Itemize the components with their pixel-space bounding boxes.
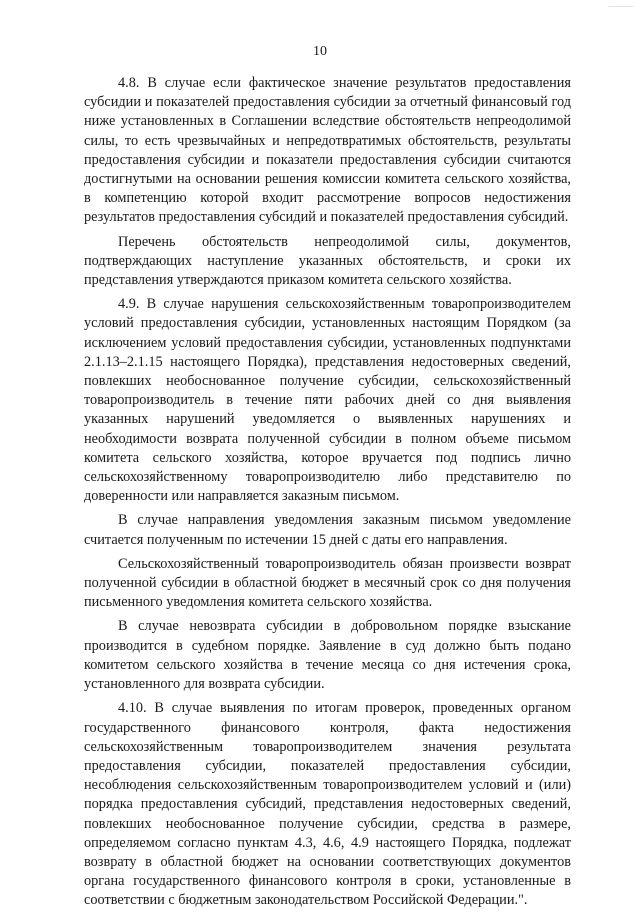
paragraph-court-recovery: В случае невозврата субсидии в добровольном порядке взыскание производится в судебном порядке. Заявление в суд должно быть подано комитетом сельского хозяйства в течение месяца со дня истечения срока, установленного для возврата субсидии. <box>84 618 571 693</box>
paragraph-4-9: 4.9. В случае нарушения сельскохозяйственным товаропроизводителем условий предоставления субсидии, установленных настоящим Порядком (за исключением условий предоставления субсидии, установленных подпунктами 2.1.13–2.1.15 настоящего Порядка), представления недостоверных сведений, повлекших необоснованное получение субсидии, сельскохозяйственный товаропроизводитель в течение пяти рабочих дней со дня выявления указанных нарушений уведомляется о выявленных нарушениях и необходимости возврата полученной субсидии в полном объеме письмом комитета сельского хозяйства, которое вручается под подпись лично сельскохозяйственному товаропроизводителю либо представителю по доверенности или направляется заказным письмом. <box>84 296 571 505</box>
document-body <box>84 74 571 916</box>
paragraph-force-majeure-list: Перечень обстоятельств непреодолимой силы, документов, подтверждающих наступление указанных обстоятельств, и сроки их представления утверждаются приказом комитета сельского хозяйства. <box>84 233 571 289</box>
corner-scan-mark: ———— <box>608 4 634 10</box>
paragraph-4-10: 4.10. В случае выявления по итогам проверок, проведенных органом государственного финансового контроля, факта недостижения сельскохозяйственным товаропроизводителем значения результата предоставления субсидии, показателей предоставления субсидии, несоблюдения сельскохозяйственным товаропроизводителем условий и (или) порядка предоставления субсидий, представления недостоверных сведений, повлекших необоснованное получение субсидии, средства в размере, определяемом согласно пунктам 4.3, 4.6, 4.9 настоящего Порядка, подлежат возврату в областной бюджет на основании соответствующих документов органа государственного финансового контроля в сроки, установленные в соответствии с бюджетным законодательством Российской Федерации.". <box>84 700 571 909</box>
paragraph-refund-obligation: Сельскохозяйственный товаропроизводитель обязан произвести возврат полученной субсидии в областной бюджет в месячный срок со дня получения письменного уведомления комитета сельского хозяйства. <box>84 555 571 611</box>
paragraph-registered-letter: В случае направления уведомления заказным письмом уведомление считается полученным по истечении 15 дней с даты его направления. <box>84 512 571 548</box>
paragraph-4-8: 4.8. В случае если фактическое значение результатов предоставления субсидии и показателей предоставления субсидии за отчетный финансовый год ниже установленных в Соглашении вследствие обстоятельств непреодолимой силы, то есть чрезвычайных и непредотвратимых обстоятельств, результаты предоставления субсидии и показатели предоставления субсидии считаются достигнутыми на основании решения комиссии комитета сельского хозяйства, в компетенцию которой входит рассмотрение вопросов недостижения результатов предоставления субсидий и показателей предоставления субсидий. <box>84 75 571 226</box>
page-number: 10 <box>313 44 327 59</box>
